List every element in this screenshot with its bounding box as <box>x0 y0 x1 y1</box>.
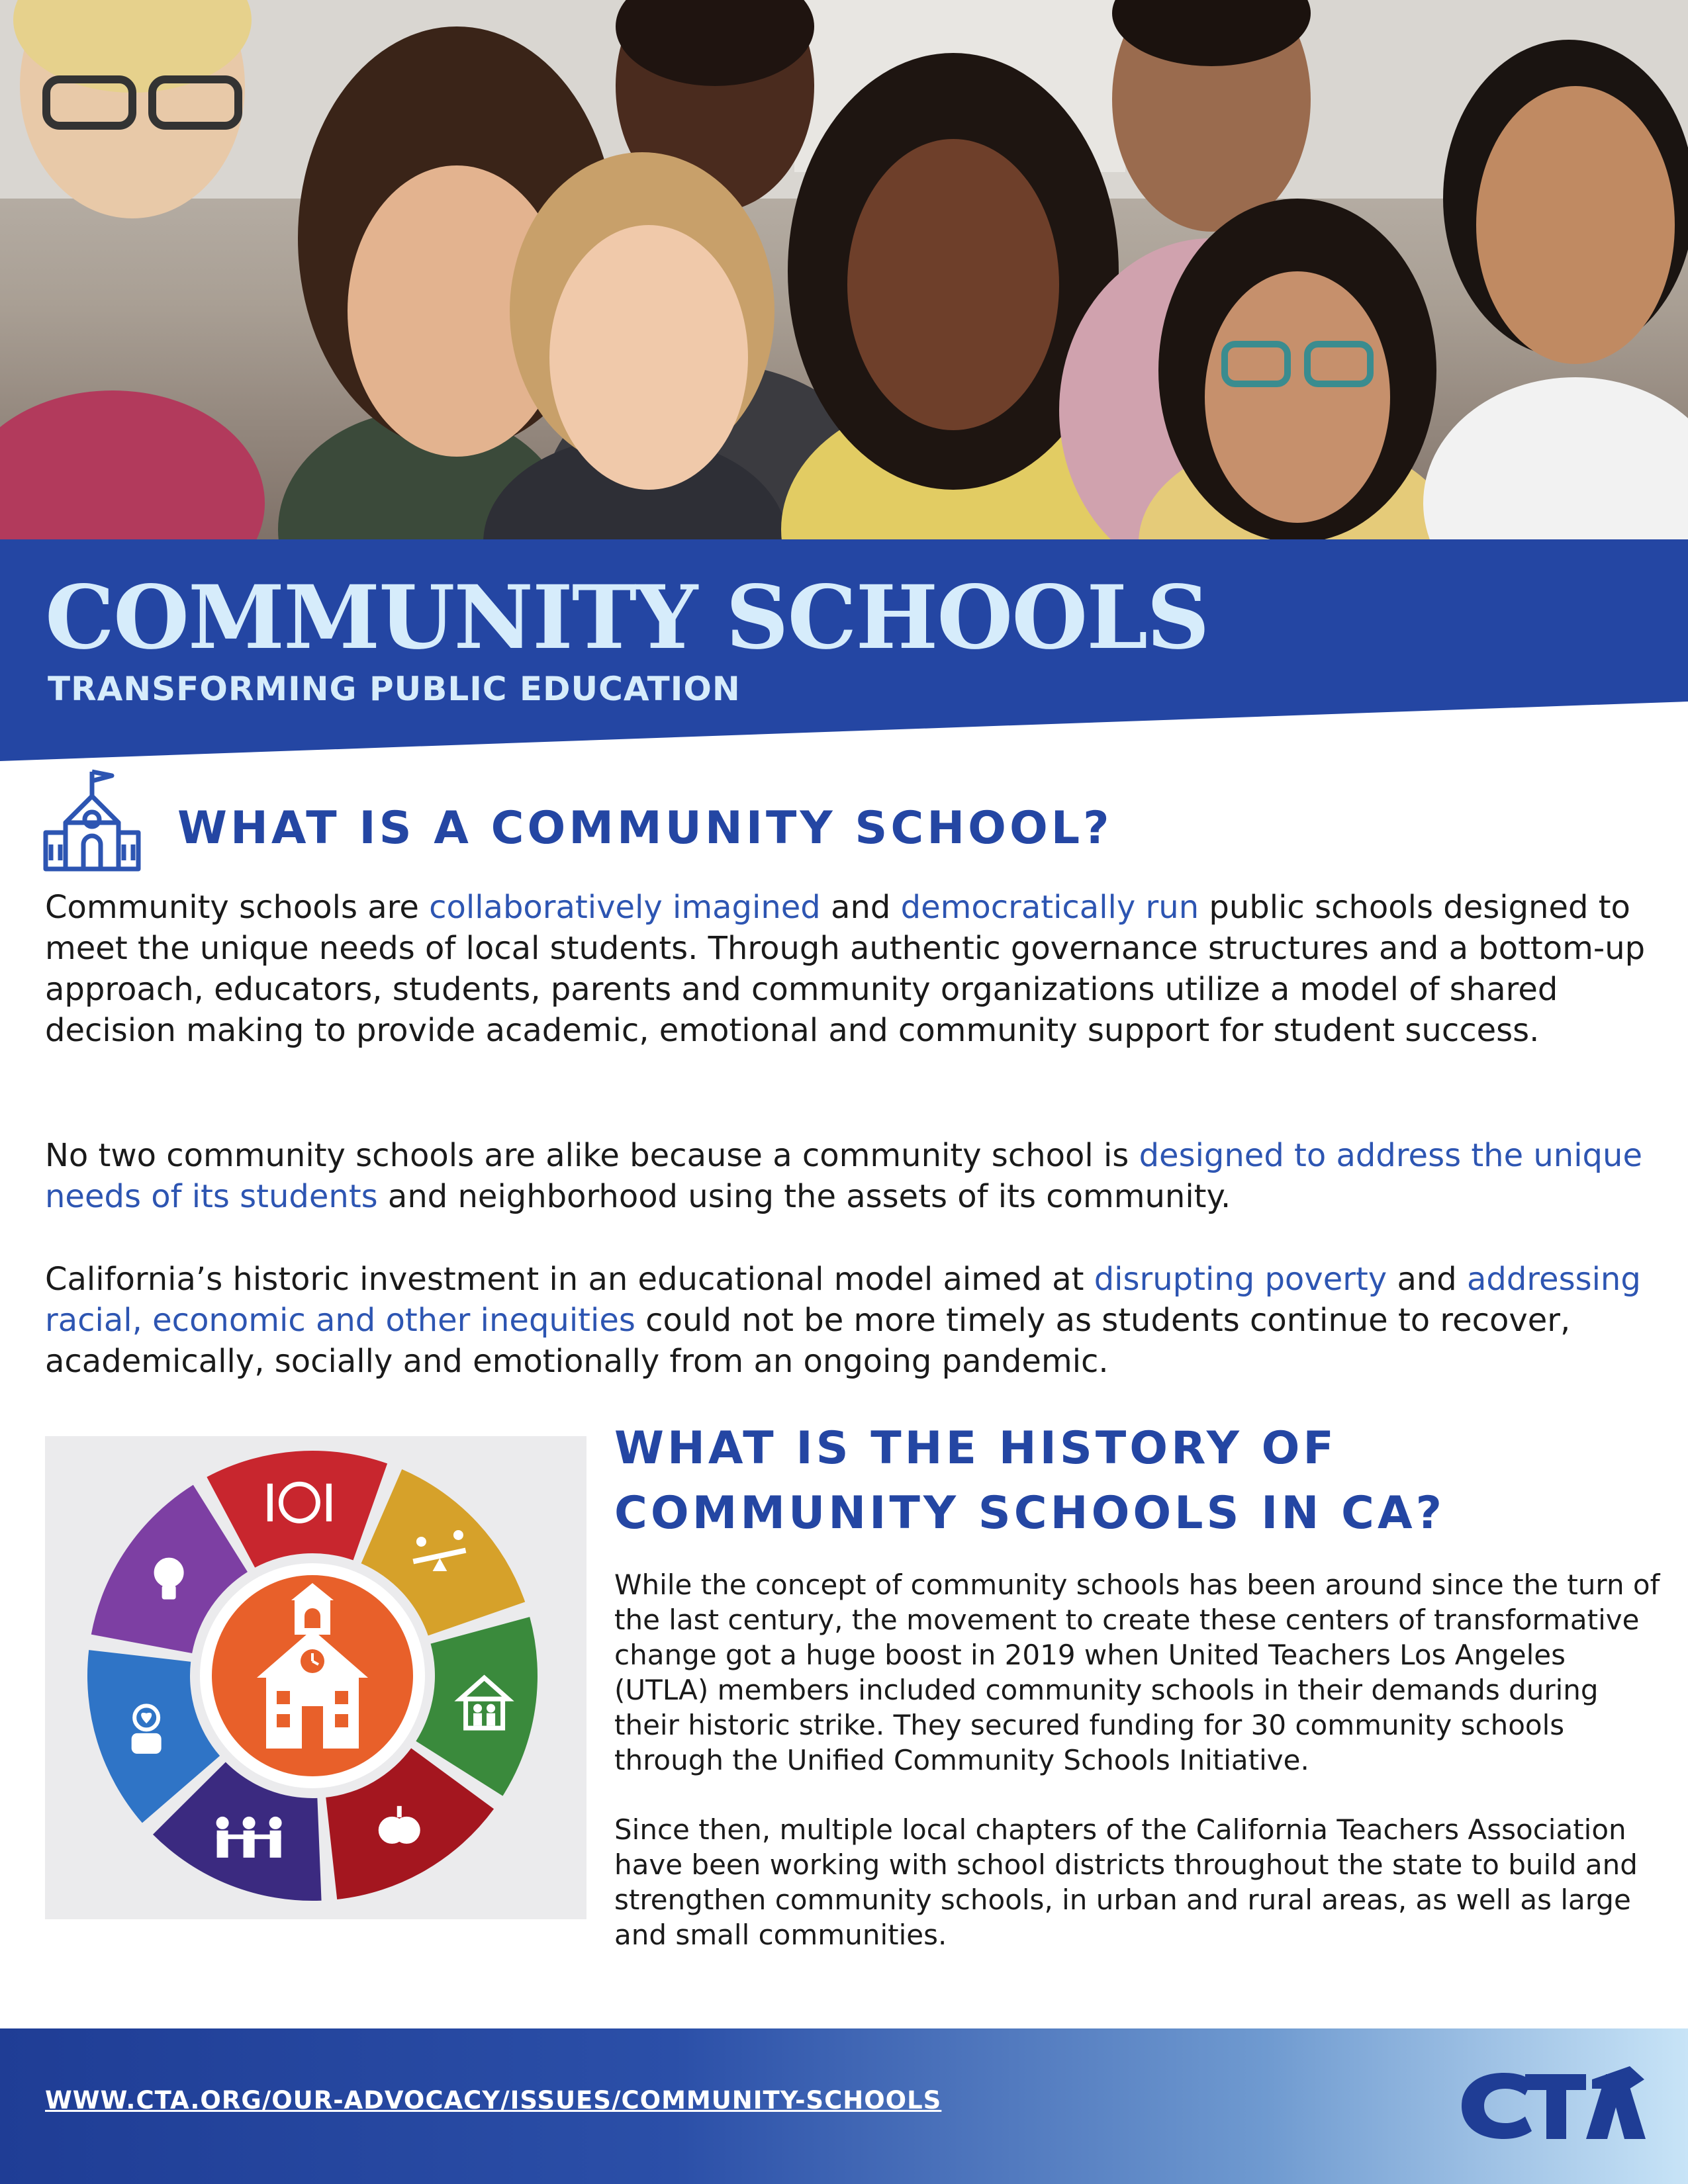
paragraph-investment <box>45 1259 1654 1382</box>
cta-logo <box>1456 2060 1648 2146</box>
page-subtitle: TRANSFORMING PUBLIC EDUCATION <box>48 670 741 708</box>
paragraph-history-1: While the concept of community schools has been around since the turn of the last century, the movement to create these centers of transformative change got a huge boost in 2019 when United Teachers Los Angeles (UTLA) members included community schools in their demands during their historic strike. They secured funding for 30 community schools through the Unified Community Schools Initiative. <box>614 1569 1660 1776</box>
section-heading-history: WHAT IS THE HISTORY OF COMMUNITY SCHOOLS IN CA? <box>614 1422 1446 1539</box>
students-photo-illustration <box>0 0 1688 553</box>
highlight-text: disrupting poverty <box>1094 1261 1387 1298</box>
text-run: California’s historic investment in an educational model aimed at <box>45 1261 1094 1298</box>
hero-photo <box>0 0 1688 553</box>
wheel-svg <box>45 1436 586 1919</box>
paragraph-definition <box>45 887 1654 1051</box>
section-heading-what: WHAT IS A COMMUNITY SCHOOL? <box>177 802 1113 854</box>
text-run: could not be more timely as students continue to recover, academically, socially and emotionally from an ongoing pandemic. <box>45 1302 1571 1380</box>
highlight-text: addressing racial, economic and other inequities <box>45 1261 1641 1339</box>
paragraph-history-2: Since then, multiple local chapters of the California Teachers Association have been working with school districts throughout the state to build and strengthen community schools, in urban and rural areas, as well as large and small communities. <box>614 1813 1638 1951</box>
highlight-text: collaboratively imagined <box>429 889 821 926</box>
text-run: public schools designed to meet the unique needs of local students. Through authentic governance structures and a bottom-up approach, educators, students, parents and community organizations utilize a model of shared decision making to provide academic, emotional and community support for student success. <box>45 889 1646 1049</box>
text-run: and neighborhood using the assets of its community. <box>377 1178 1231 1215</box>
paragraph-uniqueness <box>45 1135 1654 1217</box>
text-run: and <box>820 889 901 926</box>
highlight-text: democratically run <box>900 889 1199 926</box>
children-holding-hands-icon <box>216 1817 281 1857</box>
community-school-wheel-graphic <box>45 1436 586 1919</box>
footer-link[interactable]: WWW.CTA.ORG/OUR-ADVOCACY/ISSUES/COMMUNITY-SCHOOLS <box>45 2086 942 2115</box>
page-title: COMMUNITY SCHOOLS <box>45 567 1209 669</box>
text-run: Community schools are <box>45 889 430 926</box>
text-run: and <box>1387 1261 1468 1298</box>
text-run: No two community schools are alike because a community school is <box>45 1137 1139 1174</box>
highlight-text: designed to address the unique needs of its students <box>45 1137 1642 1215</box>
school-building-icon <box>42 766 155 872</box>
